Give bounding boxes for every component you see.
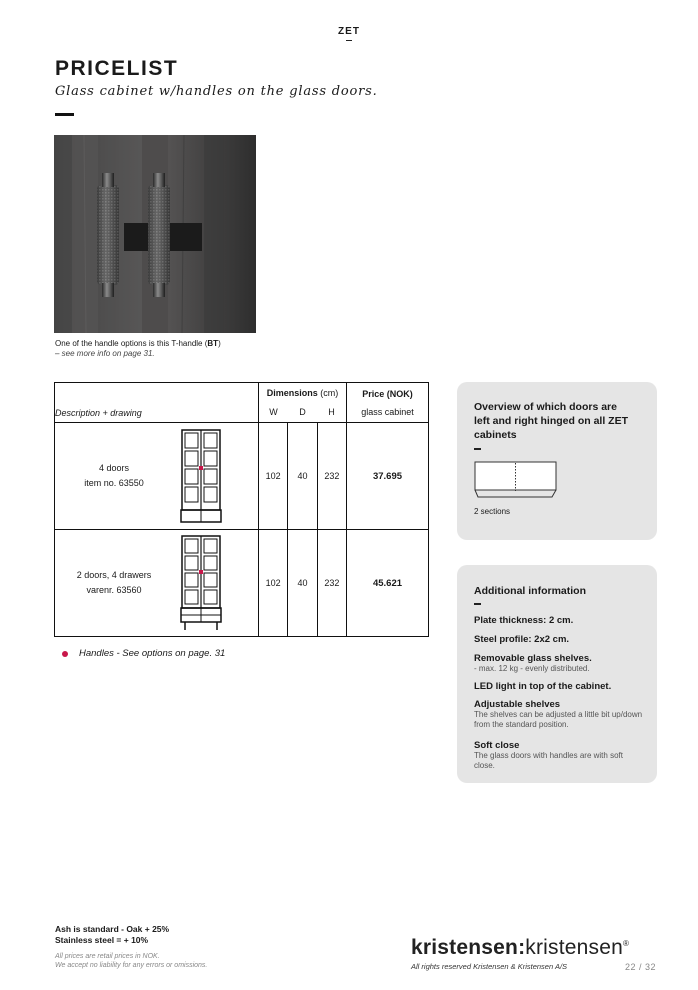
header-price: [347, 383, 429, 423]
caption-page-reference: – see more info on page 31.: [55, 349, 155, 358]
sections-label: 2 sections: [474, 507, 511, 516]
steel-profile: Steel profile: 2x2 cm.: [474, 634, 570, 645]
removable-shelves-title: Removable glass shelves.: [474, 653, 592, 664]
row-price: 45.621: [347, 530, 429, 637]
row-height: 232: [317, 423, 346, 530]
header-description: Description + drawing: [55, 383, 259, 423]
cabinet-4-doors-drawing: [179, 428, 223, 524]
additional-title: Additional information: [474, 585, 586, 597]
row-height: 232: [317, 530, 346, 637]
additional-divider: [474, 603, 481, 605]
header-d: D: [299, 407, 306, 417]
logo-separator: :: [518, 936, 526, 959]
logo-right: kristensen: [525, 936, 623, 959]
handles-note: [62, 648, 225, 659]
adjustable-shelves-sub: The shelves can be adjusted a little bit up/down from the standard position.: [474, 710, 643, 729]
header-h: H: [328, 407, 335, 417]
title-divider: [55, 113, 74, 116]
caption-close: ): [218, 339, 221, 348]
row-title: 2 doors, 4 drawers: [76, 570, 152, 580]
header-dimensions-label: Dimensions: [266, 388, 318, 398]
handle-photo: [54, 135, 256, 333]
overview-title: Overview of which doors are left and right hinged on all ZET cabinets: [474, 401, 628, 441]
material-surcharges: [55, 924, 169, 946]
removable-shelves-sub: - max. 12 kg - evenly distributed.: [474, 664, 590, 673]
page-subtitle: Glass cabinet w/handles on the glass doors.: [55, 84, 378, 99]
row-item-number: varenr. 63560: [86, 585, 142, 595]
table-row: [55, 530, 429, 637]
additional-info-panel: [457, 565, 657, 783]
row-title: 4 doors: [98, 463, 130, 473]
retail-note: All prices are retail prices in NOK.: [55, 953, 160, 960]
rights-reserved: All rights reserved Kristensen & Kristensen A/S: [411, 962, 568, 971]
disclaimer: [55, 952, 207, 970]
table-header-row: [55, 383, 429, 423]
header-price-label: Price (NOK): [362, 389, 413, 399]
plate-thickness: Plate thickness: 2 cm.: [474, 615, 574, 626]
header-w: W: [269, 407, 278, 417]
row-price: 37.695: [347, 423, 429, 530]
hinge-overview-drawing: [474, 461, 558, 501]
header-price-sub: glass cabinet: [361, 407, 414, 417]
soft-close-sub: The glass doors with handles are with soft close.: [474, 751, 623, 770]
caption-code: BT: [207, 339, 219, 348]
photo-caption: [55, 339, 221, 359]
cabinet-2-doors-4-drawers-drawing: [179, 534, 223, 632]
page-title: PRICELIST: [55, 57, 179, 80]
soft-close-title: Soft close: [474, 740, 520, 751]
row-item-number: item no. 63550: [84, 478, 144, 488]
overview-divider: [474, 448, 481, 450]
brand-name: ZET: [338, 26, 360, 37]
header-dimensions: [259, 383, 347, 423]
adjustable-shelves-title: Adjustable shelves: [474, 699, 561, 710]
row-width: 102: [259, 423, 288, 530]
row-width: 102: [259, 530, 288, 637]
row-depth: 40: [288, 530, 317, 637]
handles-note-text: Handles - See options on page. 31: [79, 648, 226, 659]
page-number: 22 / 32: [625, 962, 657, 972]
ash-oak-note: Ash is standard - Oak + 25%: [55, 924, 170, 934]
row-description: [55, 530, 259, 637]
caption-text: One of the handle options is this T-handle (: [55, 339, 208, 348]
header-dimensions-unit: (cm): [320, 388, 339, 398]
brand-underline: [346, 40, 352, 41]
logo-left: kristensen: [411, 936, 519, 959]
liability-note: We accept no liability for any errors or omissions.: [55, 962, 208, 969]
company-logo: [411, 936, 629, 960]
led-light: LED light in top of the cabinet.: [474, 681, 612, 692]
bullet-dot-icon: [62, 651, 68, 657]
price-table: [54, 382, 429, 637]
logo-registered: ®: [622, 939, 630, 948]
row-depth: 40: [288, 423, 317, 530]
row-description: [55, 423, 259, 530]
table-row: [55, 423, 429, 530]
stainless-note: Stainless steel = + 10%: [55, 935, 149, 945]
